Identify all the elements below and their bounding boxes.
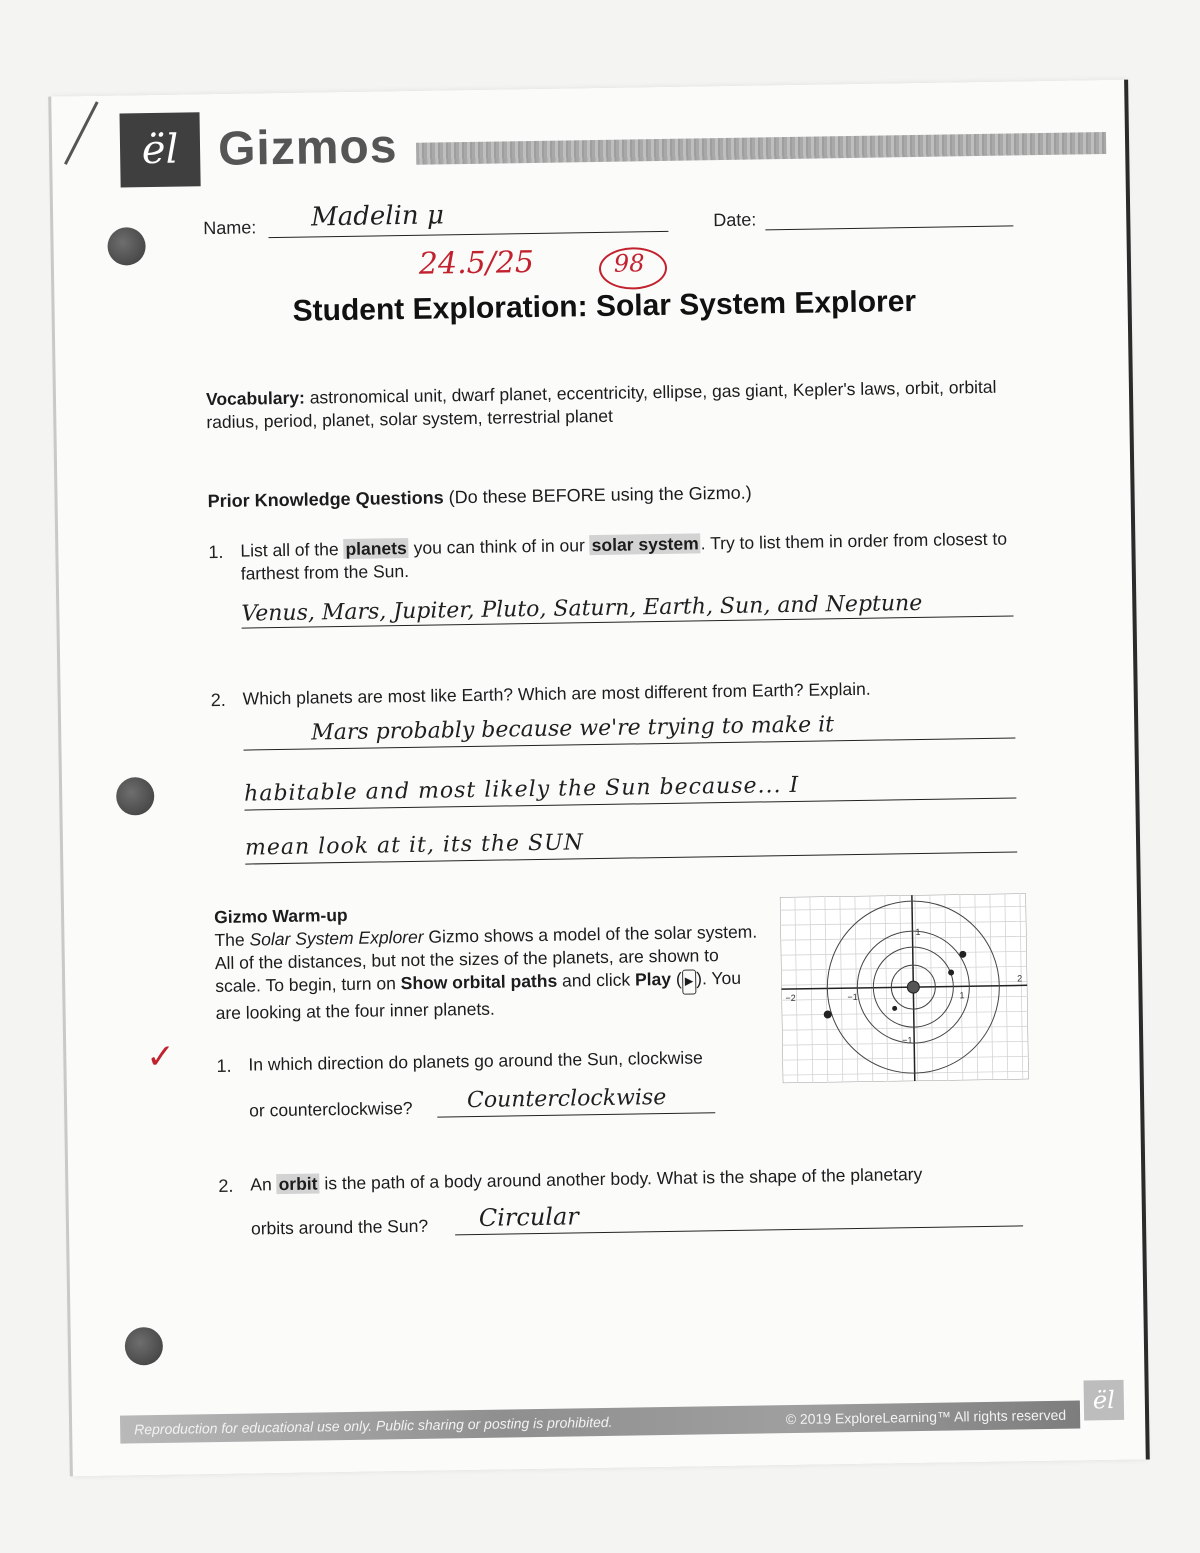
answer-line bbox=[437, 1112, 715, 1117]
prior-q1-text: List all of the planets you can think of in our solar system. Try to list them in order from closest to farthest from the Sun. bbox=[240, 528, 1008, 584]
question-number: 1. bbox=[216, 1055, 232, 1077]
vocabulary-label: Vocabulary: bbox=[205, 387, 306, 410]
footer-copyright: © 2019 ExploreLearning™ All rights reserved bbox=[785, 1406, 1067, 1428]
warmup-q2-answer: Circular bbox=[478, 1202, 579, 1232]
binder-hole-icon bbox=[116, 777, 155, 816]
grade-circled: 98 bbox=[613, 249, 645, 278]
question-number: 2. bbox=[210, 689, 226, 711]
axis-label: −1 bbox=[847, 991, 858, 1003]
prior-q2-answer-line1: Mars probably because we're trying to make it bbox=[311, 712, 835, 746]
name-value: Madelin μ bbox=[310, 200, 445, 233]
logo-mark: ël bbox=[141, 126, 179, 174]
footer-notice: Reproduction for educational use only. Public sharing or posting is prohibited. bbox=[134, 1413, 613, 1438]
warmup-q2-text: An orbit is the path of a body around another body. What is the shape of the planetary bbox=[250, 1163, 923, 1195]
explorelearning-logo bbox=[120, 112, 201, 187]
warmup-q1-line2: or counterclockwise? bbox=[249, 1097, 413, 1121]
vocabulary-text: astronomical unit, dwarf planet, eccentricity, ellipse, gas giant, Kepler's laws, orbit, orbital radius, period, planet, solar system, terrestrial planet bbox=[206, 376, 997, 433]
vocabulary bbox=[206, 375, 1027, 434]
play-icon: ▶ bbox=[682, 970, 697, 995]
warmup-q1-text: In which direction do planets go around the Sun, clockwise bbox=[248, 1047, 703, 1075]
warmup-text: The Solar System Explorer Gizmo shows a model of the solar system. All of the distances, but not the sizes of the planets, are shown to scale. To begin, turn on Show orbital paths and click Play ( ▶ ). You are looking at the four inner planets. bbox=[214, 921, 758, 1024]
pen-mark bbox=[64, 101, 99, 165]
prior-q2-text: Which planets are most like Earth? Which are most different from Earth? Explain. bbox=[242, 678, 871, 709]
date-label: Date: bbox=[713, 209, 757, 231]
axis-label: 1 bbox=[915, 926, 921, 938]
prior-q1-answer: Venus, Mars, Jupiter, Pluto, Saturn, Earth, Sun, and Neptune bbox=[241, 590, 923, 627]
axis-label: 1 bbox=[959, 990, 965, 1001]
name-label: Name: bbox=[203, 217, 257, 239]
prior-knowledge-heading: Prior Knowledge Questions (Do these BEFORE using the Gizmo.) bbox=[207, 482, 752, 512]
grading-check-icon: ✓ bbox=[146, 1036, 176, 1078]
binder-hole-icon bbox=[125, 1327, 164, 1366]
binder-hole-icon bbox=[107, 227, 146, 266]
prior-q2-answer-line2: habitable and most likely the Sun because... I bbox=[244, 772, 800, 807]
grade-score: 24.5/25 bbox=[418, 244, 535, 282]
footer-logo: ël bbox=[1084, 1380, 1125, 1421]
warmup-section bbox=[214, 897, 764, 1025]
orbit-diagram bbox=[780, 893, 1029, 1083]
question-number: 1. bbox=[208, 541, 224, 563]
prior-q2-answer-line3: mean look at it, its the SUN bbox=[244, 830, 585, 861]
header-band bbox=[416, 132, 1106, 165]
footer-band bbox=[120, 1401, 1080, 1444]
warmup-q2-line2: orbits around the Sun? bbox=[250, 1215, 429, 1239]
page-title: Student Exploration: Solar System Explorer bbox=[292, 284, 917, 328]
gizmos-wordmark: Gizmos bbox=[217, 120, 398, 176]
axis-label: −2 bbox=[785, 992, 796, 1004]
question-number: 2. bbox=[218, 1175, 234, 1197]
worksheet-page bbox=[51, 80, 1148, 1477]
sun-icon bbox=[907, 981, 919, 993]
page-edge bbox=[1124, 80, 1150, 1460]
date-line bbox=[765, 225, 1013, 230]
axis-label: 2 bbox=[1017, 973, 1023, 984]
warmup-q1-answer: Counterclockwise bbox=[466, 1084, 667, 1114]
warmup-heading: Gizmo Warm-up bbox=[213, 904, 348, 928]
axis-label: −1 bbox=[902, 1035, 913, 1046]
